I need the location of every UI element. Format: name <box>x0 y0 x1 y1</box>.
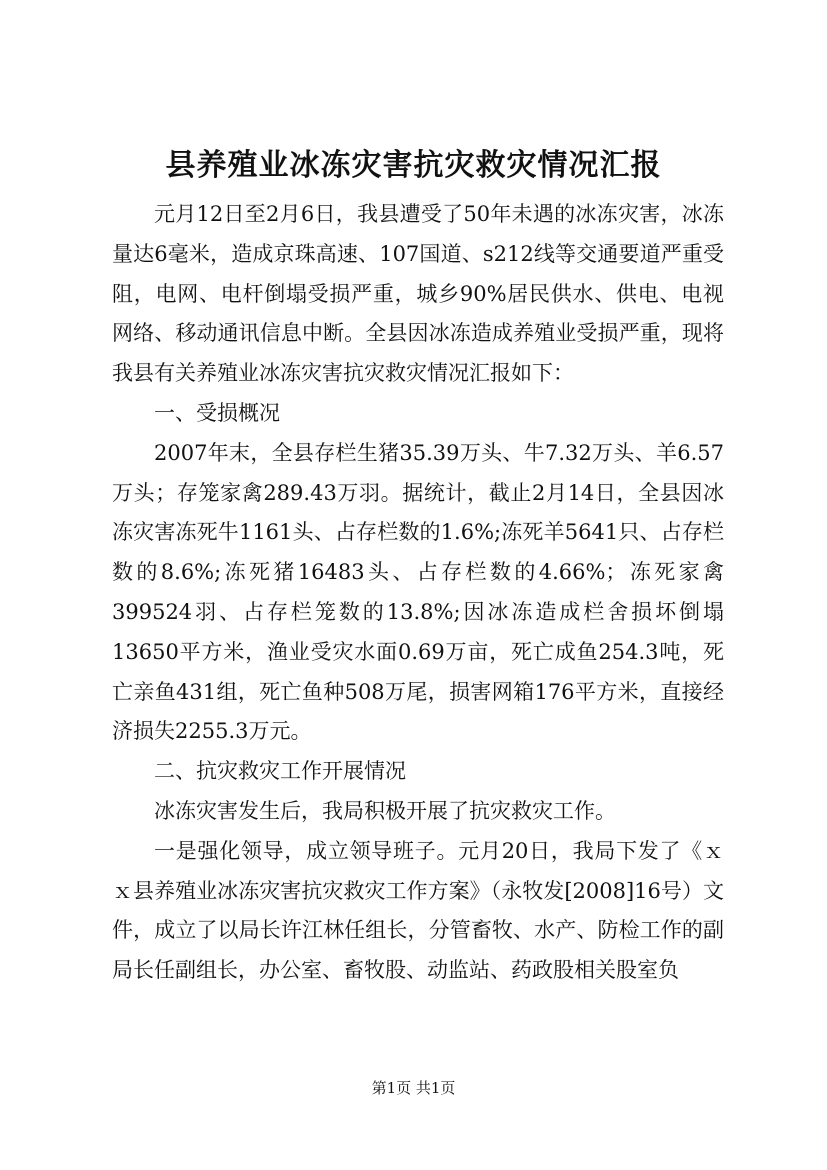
document-body <box>112 195 724 991</box>
paragraph-leadership: 一是强化领导，成立领导班子。元月20日，我局下发了《ｘｘ县养殖业冰冻灾害抗灾救灾工作方案》（永牧发[2008]16号）文件，成立了以局长许江林任组长，分管畜牧、水产、防检工作的副局长任副组长，办公室、畜牧股、动监站、药政股相关股室负 <box>112 838 724 983</box>
page-footer: 第1页 共1页 <box>371 1079 456 1097</box>
paragraph-intro: 元月12日至2月6日，我县遭受了50年未遇的冰冻灾害，冰冻量达6毫米，造成京珠高速、107国道、s212线等交通要道严重受阻，电网、电杆倒塌受损严重，城乡90%居民供水、供电、电视网络、移动通讯信息中断。全县因冰冻造成养殖业受损严重，现将我县有关养殖业冰冻灾害抗灾救灾情况汇报如下： <box>112 202 724 386</box>
paragraph-relief-intro: 冰冻灾害发生后，我局积极开展了抗灾救灾工作。 <box>154 798 616 823</box>
document-title: 县养殖业冰冻灾害抗灾救灾情况汇报 <box>165 148 662 183</box>
section-heading-relief: 二、抗灾救灾工作开展情况 <box>154 759 406 784</box>
paragraph-damage: 2007年末，全县存栏生猪35.39万头、牛7.32万头、羊6.57万头；存笼家禽289.43万羽。据统计，截止2月14日，全县因冰冻灾害冻死牛1161头、占存栏数的1.6%;冻死羊5641只、占存栏数的8.6%;冻死猪16483头、占存栏数的4.66%；冻死家禽399524羽、占存栏笼数的13.8%;因冰冻造成栏舍损坏倒塌13650平方米，渔业受灾水面0.69万亩，死亡成鱼254.3吨，死亡亲鱼431组，死亡鱼种508万尾，损害网箱176平方米，直接经济损失2255.3万元。 <box>112 440 724 744</box>
section-heading-damage: 一、受损概况 <box>154 400 280 425</box>
